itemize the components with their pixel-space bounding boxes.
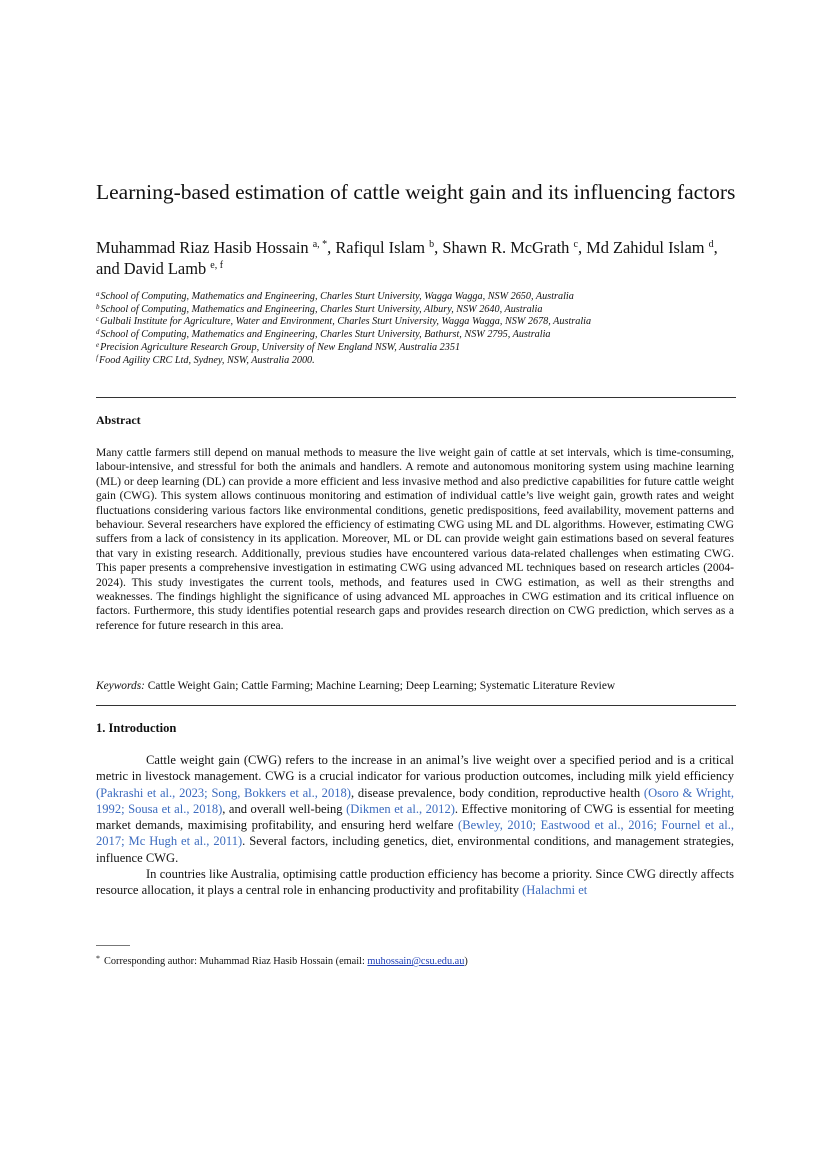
author-list: [96, 237, 736, 279]
citation-link[interactable]: (Bewley, 2010; Eastwood et al., 2016; Fournel et al., 2017; Mc Hugh et al., 2011): [96, 818, 734, 849]
citation-link[interactable]: (Pakrashi et al., 2023; Song, Bokkers et al., 2018): [96, 785, 351, 800]
affiliation-item: [96, 304, 626, 317]
author-affiliation-mark: d: [708, 239, 714, 250]
paper-title: Learning-based estimation of cattle weight gain and its influencing factors: [96, 180, 736, 204]
paragraph-text: . Effective monitoring of CWG is essential for meeting market demands, maximising profitability, and ensuring herd welfare: [96, 801, 735, 833]
author-separator: , and: [96, 238, 718, 278]
author-name: Md Zahidul Islam: [586, 238, 705, 257]
author-separator: ,: [577, 238, 587, 257]
footnote-text: Corresponding author: Muhammad Riaz Hasib Hossain (email:: [104, 956, 368, 967]
paragraph-text: In countries like Australia, optimising cattle production efficiency has become a priority. Since CWG directly affects resource allocation, it plays a central role in enhancing productivity and profitability: [96, 867, 734, 898]
footnote-separator: [96, 945, 130, 946]
author-separator: ,: [434, 238, 443, 257]
affiliation-list: [96, 291, 626, 367]
affiliation-mark: d: [96, 328, 100, 337]
abstract-text: Many cattle farmers still depend on manual methods to measure the live weight gain of cattle at set intervals, which is time-consuming, labour-intensive, and stressful for both the animals and handlers. A remote and autonomous monitoring system using machine learning (ML) or deep learning (DL) can provide a more efficient and less invasive method and also predictive capabilities for future cattle weight gain (CWG). This system allows continuous monitoring and estimation of individual cattle’s live weight gain, growth rates and weight fluctuations considering various factors like environmental conditions, genetic predispositions, feed availability, movement patterns and behaviour. Several researchers have explored the efficiency of estimating CWG using ML and DL algorithms. However, estimating CWG suffers from a lack of consistency in its application. Moreover, ML or DL can provide weight gain estimations based on several features that vary in existing research. Additionally, previous studies have encountered various data-related challenges when estimating CWG. This paper presents a comprehensive investigation in estimating CWG using advanced ML techniques based on research articles (2004-2024). This study investigates the current tools, methods, and features used in CWG estimation, as well as their strengths and weaknesses. The findings highlight the significance of using advanced ML approaches in CWG estimation and its critical influence on factors. Furthermore, this study identifies potential research gaps and provides research direction on CWG prediction, which serves as a reference for future research in this area.: [96, 447, 734, 632]
intro-paragraph: [96, 866, 734, 899]
footnote: [96, 955, 736, 968]
affiliation-mark: c: [96, 315, 100, 324]
author-affiliation-mark: e, f: [210, 260, 224, 271]
affiliation-text: School of Computing, Mathematics and Engineering, Charles Sturt University, Albury, NSW 2640, Australia: [100, 303, 543, 315]
paragraph-text: , and overall well-being: [222, 801, 347, 816]
affiliation-mark: e: [96, 340, 100, 349]
header-rule: [96, 397, 736, 398]
affiliation-mark: f: [96, 353, 98, 362]
affiliation-mark: b: [96, 302, 100, 311]
author-name: Muhammad Riaz Hasib Hossain: [96, 238, 309, 257]
affiliation-mark: a: [96, 290, 100, 298]
footnote-mark: *: [96, 954, 100, 963]
email-link[interactable]: muhossain@csu.edu.au: [367, 956, 465, 967]
affiliation-item: [96, 329, 626, 342]
section-heading-introduction: 1. Introduction: [96, 721, 177, 735]
affiliation-item: [96, 355, 626, 368]
author-name: Rafiqul Islam: [335, 238, 426, 257]
affiliation-text: School of Computing, Mathematics and Engineering, Charles Sturt University, Wagga Wagga, NSW 2650, Australia: [100, 291, 574, 302]
paragraph-text: Cattle weight gain (CWG) refers to the increase in an animal’s live weight over a specified period and is a critical metric in livestock management. CWG is a crucial indicator for various production outcomes, including milk yield efficiency: [96, 753, 734, 784]
affiliation-text: Gulbali Institute for Agriculture, Water and Environment, Charles Sturt University, Wagga Wagga, NSW 2678, Australia: [100, 316, 592, 328]
abstract-rule: [96, 705, 736, 706]
affiliation-text: Precision Agriculture Research Group, University of New England NSW, Australia 2351: [100, 341, 461, 353]
keywords-text: Cattle Weight Gain; Cattle Farming; Machine Learning; Deep Learning; Systematic Literature Review: [147, 680, 616, 692]
keywords: [96, 679, 736, 693]
author-name: Shawn R. McGrath: [442, 238, 570, 257]
author-name: David Lamb: [123, 259, 207, 278]
footnote-close: ): [464, 956, 468, 967]
author-affiliation-mark: c: [573, 239, 578, 250]
author-separator: ,: [327, 238, 336, 257]
citation-link[interactable]: (Halachmi et: [522, 883, 588, 898]
affiliation-item: [96, 316, 626, 329]
citation-link[interactable]: (Osoro & Wright, 1992; Sousa et al., 2018): [96, 785, 734, 816]
paragraph-text: , disease prevalence, body condition, reproductive health: [350, 785, 644, 800]
affiliation-item: [96, 342, 626, 355]
keywords-label: Keywords:: [96, 680, 145, 692]
affiliation-text: School of Computing, Mathematics and Engineering, Charles Sturt University, Bathurst, NSW 2795, Australia: [100, 329, 551, 341]
citation-link[interactable]: (Dikmen et al., 2012): [346, 801, 455, 816]
intro-paragraph: [96, 752, 734, 866]
author-affiliation-mark: a, *: [312, 239, 328, 250]
author-affiliation-mark: b: [429, 239, 435, 250]
affiliation-item: [96, 291, 626, 304]
introduction-body: [96, 752, 734, 899]
affiliation-text: Food Agility CRC Ltd, Sydney, NSW, Australia 2000.: [98, 354, 315, 366]
paragraph-text: . Several factors, including genetics, diet, environmental conditions, and management strategies, influence CWG.: [96, 834, 734, 865]
abstract-heading: Abstract: [96, 413, 141, 427]
